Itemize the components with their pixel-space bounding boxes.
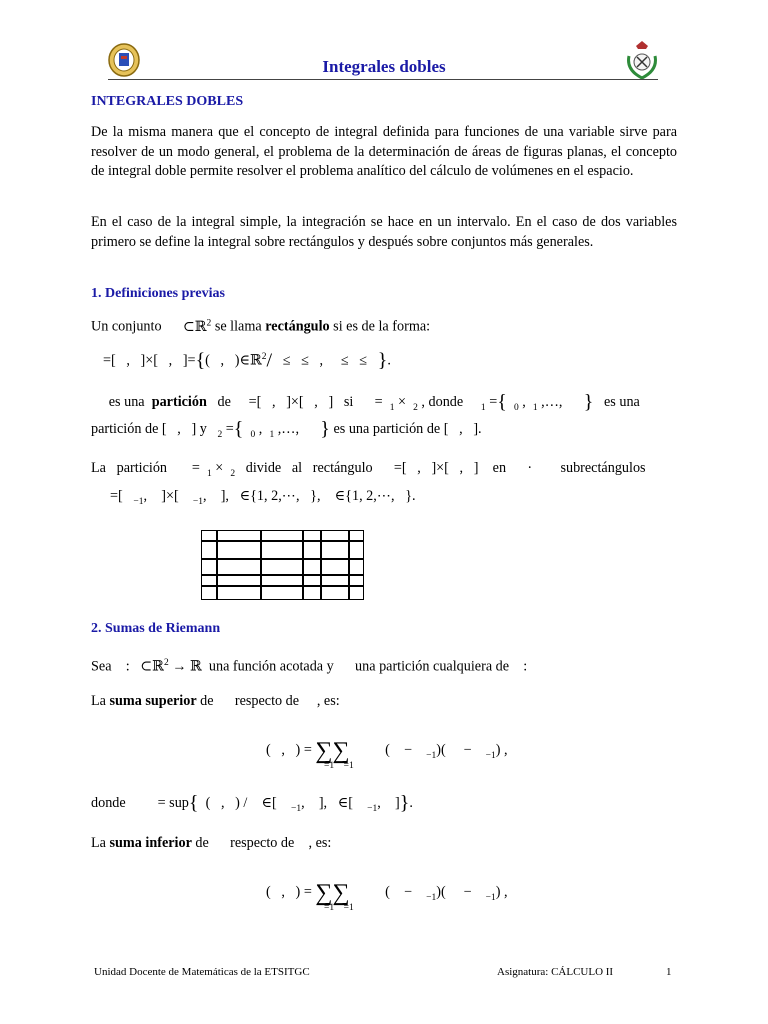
part-text-e: es una [603,394,640,410]
conj-text-b: se llama [214,318,262,335]
lower-sum-intro [91,835,331,852]
footer-page-number: 1 [666,966,672,978]
partition-grid-diagram [201,530,364,600]
section-2-heading: 2. Sumas de Riemann [91,621,221,636]
intro-paragraph-2: En el caso de la integral simple, la integración se hace en un intervalo. En el caso de dos variables primero se define la integral sobre rectángulos y después sobre conjuntos más generales. [91,214,677,250]
supremum-line: donde = sup{ ( , ) / ∈[ $_{-1}$, ], ∈[ $_{-1}$, ]}. [91,792,413,814]
div-text-b: divide al rectángulo [245,460,373,476]
partition-definition-line-2: partición de [ , ] y $_2$ ={ $_0$ , $_1$ ,…, } es una partición de [ , ]. [91,418,482,440]
part-text-c: si [343,394,354,410]
sea-text: Sea [91,658,112,675]
sup-text-a: La [91,693,106,709]
sup-text-c: respecto de [234,693,300,709]
div-text-d: subrectángulos [560,460,646,476]
inf-text-a: La [91,835,106,851]
conj-text-a: Un conjunto [91,318,162,335]
part2-text-c: es una partición de [333,421,441,437]
footer-course-text: Asignatura: CÁLCULO II [497,966,614,978]
div-text-c: en [492,460,507,476]
subrectangle-formula: =[ $_{-1}$, ]×[ $_{-1}$, ], ∈{1, 2,⋯, }, ∈{1, 2,⋯, }. [110,488,416,507]
intro-paragraph-1: De la misma manera que el concepto de integral definida para funciones de una variable sirve para resolver de un modo general, el problema de la determinación de áreas de figuras planas, el concepto de integral doble permite resolver el problema analítico del cálculo de volúmenes en el espacio. [91,124,677,180]
upper-sum-formula: ( , ) = ∑∑ ( − $_{-1}$)( − $_{-1}$) , [266,738,508,764]
part-text-a: es una [108,394,145,410]
part-bold: partición [151,394,207,410]
upper-sum-limits: =1 =1 [324,761,354,771]
conj-text-c: si es de la forma: [333,318,431,335]
sup-word: sup [169,795,189,811]
function-definition-line: Sea : ⊂ℝ$^2$ → ℝ una función acotada y una partición cualquiera de : [91,658,528,675]
part-text-d: , donde [421,394,464,410]
lower-sum-limits: =1 =1 [324,903,354,913]
subrectangle-line: La partición = $_1$ × $_2$ divide al rectángulo =[ , ]×[ , ] en · subrectángulos [91,460,646,479]
conj-bold: rectángulo [265,318,330,335]
inf-text-d: , es: [308,835,332,851]
rectangle-formula: =[ , ]×[ , ]={( , )∈ℝ$^2$/ ≤ ≤ , ≤ ≤ }. [103,349,391,372]
sup-text-b: de [200,693,214,709]
partition-definition-line: es una partición de =[ , ]×[ , ] si = $_1$ × $_2$ , donde $_1$ ={ $_0$ , $_1$ ,…, } es una [108,391,640,413]
inf-text-b: de [195,835,209,851]
inf-bold: suma inferior [109,835,192,851]
part-text-b: de [217,394,231,410]
part2-text-a: partición de [91,421,159,437]
main-heading: INTEGRALES DOBLES [91,94,244,109]
donde-text: donde [91,795,126,811]
lower-sum-formula: ( , ) = ∑∑ ( − $_{-1}$)( − $_{-1}$) , [266,880,508,906]
section-1-heading: 1. Definiciones previas [91,286,225,301]
upper-sum-intro [91,693,340,710]
sup-text-d: , es: [316,693,340,709]
func-text: una función acotada y [208,658,334,675]
inf-text-c: respecto de [230,835,295,851]
footer-left-text: Unidad Docente de Matemáticas de la ETSITGC [94,966,310,978]
sup-bold: suma superior [109,693,197,709]
part2-text-b: y [199,421,207,437]
rectangle-definition-line: Un conjunto ⊂ℝ$^2$ se llama rectángulo si es de la forma: [91,318,431,335]
div-text-a: La partición [91,460,168,476]
header-divider [108,79,658,80]
func2-text: una partición cualquiera de [355,658,510,675]
header-title: Integrales dobles [322,57,446,76]
